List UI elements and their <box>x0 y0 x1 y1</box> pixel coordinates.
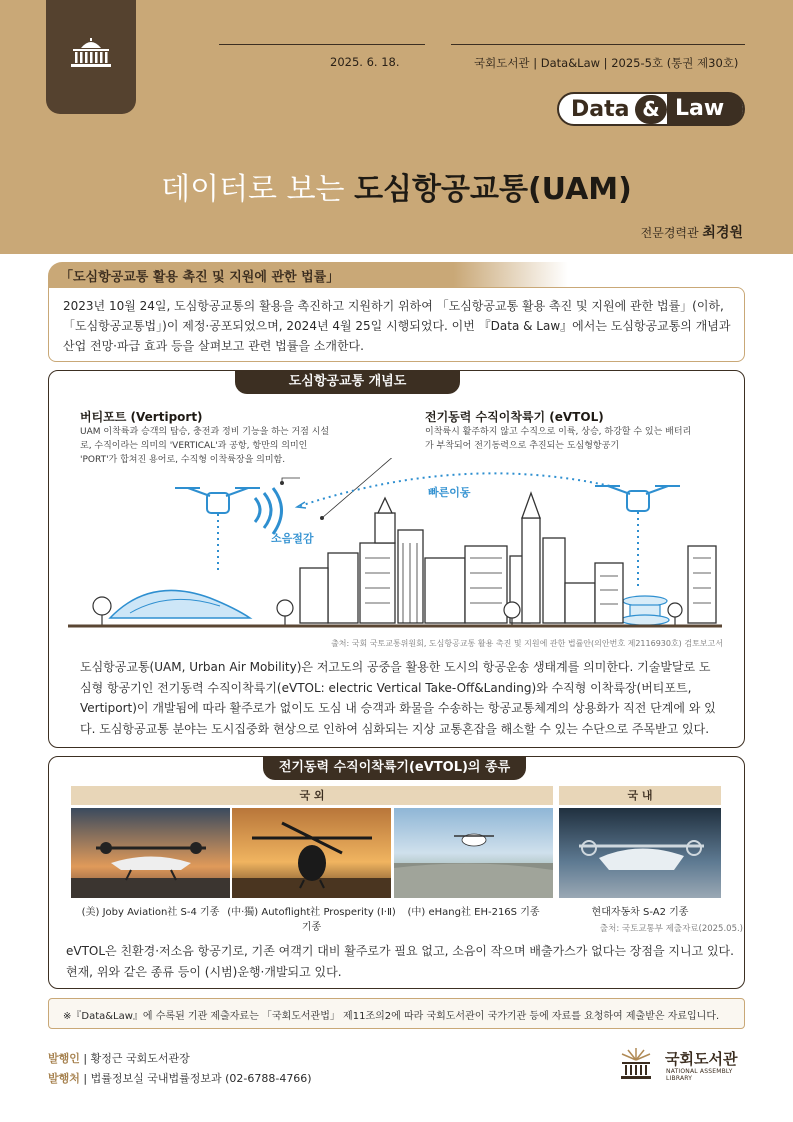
caption-hyundai: 현대자동차 S-A2 기종 <box>591 907 689 918</box>
library-emblem-icon <box>616 1046 656 1080</box>
category-domestic: 국 내 <box>559 786 721 805</box>
intro-box <box>48 287 745 362</box>
law-tab-label: 「도심항공교통 활용 촉진 및 지원에 관한 법률」 <box>60 270 340 285</box>
page-title-bold: 도심항공교통(UAM) <box>354 172 632 207</box>
author-role: 전문경력관 <box>640 226 703 240</box>
category-foreign: 국 외 <box>71 786 553 805</box>
library-name-kr: 국회도서관 <box>665 1050 738 1068</box>
library-logo <box>616 1046 746 1082</box>
badge-law: Law <box>667 92 743 126</box>
types-source: 출처: 국토교통부 제출자료(2025.05.) <box>599 924 743 934</box>
intro-text: 2023년 10월 24일, 도심항공교통의 활용을 촉진하고 지원하기 위하여 「도심항공교통 활용 촉진 및 지원에 관한 법률」(이하, 「도심항공교통법」)이 제정·공포되었으며, 2024년 4월 25일 시행되었다. 이번 『Data & Law』에서는 도심항공교통의 개념과 산업 전망·파급 효과 등을 살펴보고 관련 법률을 소개한다. <box>63 299 731 353</box>
header-rule-left <box>219 44 425 45</box>
page-title <box>0 164 793 208</box>
author-name: 최경원 <box>702 225 743 241</box>
publisher-line <box>48 1050 190 1066</box>
photo-hyundai-sa2 <box>559 808 721 898</box>
issuer-line <box>48 1070 312 1086</box>
uam-concept-illustration <box>60 458 730 633</box>
evtol-types-title: 전기동력 수직이착륙기(eVTOL)의 종류 <box>263 756 526 780</box>
photo-joby-s4 <box>71 808 230 898</box>
assembly-logo-box <box>46 0 136 114</box>
types-body: eVTOL은 친환경·저소음 항공기로, 기존 여객기 대비 활주로가 필요 없고, 소음이 작으며 배출가스가 없다는 장점을 지니고 있다. 현재, 위와 같은 종류 등이 (시범)운행·개발되고 있다. <box>66 944 734 979</box>
concept-source: 출처: 국회 국토교통위원회, 도심항공교통 활용 촉진 및 지원에 관한 법률안(의안번호 제2116930호) 검토보고서 <box>331 639 723 648</box>
caption-autoflight: (中·獨) Autoflight社 Prosperity (Ⅰ·Ⅱ)기종 <box>227 907 396 933</box>
issue-number: 국회도서관 | Data&Law | 2025-5호 (통권 제30호) <box>474 56 739 70</box>
vertiport-desc: UAM 이착륙과 승객의 탑승, 충전과 정비 기능을 하는 거점 시설로, 수직이라는 의미의 'VERTICAL'과 공항, 항만의 의미인 'PORT'가 합쳐진 용어로, 수직형 이착륙장을 의미함. <box>80 427 330 465</box>
label-fast-travel: 빠른이동 <box>428 486 471 499</box>
data-law-badge <box>557 92 745 126</box>
label-noise-reduction: 소음절감 <box>271 532 314 545</box>
notice-text: ※『Data&Law』에 수록된 기관 제출자료는 「국회도서관법」 제11조의2에 따라 국회도서관이 국가기관 등에 자료를 요청하여 제출받은 자료입니다. <box>63 1011 720 1022</box>
page-title-light: 데이터로 보는 <box>161 172 355 207</box>
header-rule-right <box>451 44 745 45</box>
author <box>641 222 743 242</box>
caption-ehang: (中) eHang社 EH-216S 기종 <box>407 907 540 918</box>
publisher-value: | 황정근 국회도서관장 <box>79 1052 190 1065</box>
photo-ehang-eh216s <box>394 808 553 898</box>
vertiport-title: 버티포트 (Vertiport) <box>80 410 203 424</box>
header-band <box>0 0 793 254</box>
evtol-desc: 이착륙시 활주하지 않고 수직으로 이륙, 상승, 하강할 수 있는 배터리가 부착되어 전기동력으로 추진되는 도심형항공기 <box>425 427 692 451</box>
badge-data: Data <box>571 97 630 122</box>
issuer-value: | 법률정보실 국내법률정보과 (02-6788-4766) <box>79 1072 312 1085</box>
issuer-label: 발행처 <box>48 1072 80 1085</box>
photo-autoflight-prosperity <box>232 808 391 898</box>
assembly-building-icon <box>67 38 115 68</box>
concept-body: 도심항공교통(UAM, Urban Air Mobility)은 저고도의 공중을 활용한 도시의 항공운송 생태계를 의미한다. 기술발달로 도심형 항공기인 전기동력 수직이착륙기(eVTOL: electric Vertical Take-Off&Landing)와 수직형 이착륙장(버티포트, Vertiport)이 개발됨에 따라 활주로가 없이도 도심 내 승객과 화물을 수송하는 항공교통체계의 상용화가 직전 단계에 와 있다. 도심항공교통 분야는 도시집중화 현상으로 인하여 심화되는 지상 교통혼잡을 해소할 수 있는 수단으로 주목받고 있다. <box>80 660 716 736</box>
law-tab <box>48 262 568 288</box>
vertiport-icon <box>621 596 669 625</box>
evtol-title: 전기동력 수직이착륙기 (eVTOL) <box>425 410 604 424</box>
notice-box <box>48 998 745 1029</box>
badge-amp: & <box>635 95 667 124</box>
caption-joby: (美) Joby Aviation社 S-4 기종 <box>81 907 220 918</box>
library-name-en: NATIONAL ASSEMBLY LIBRARY <box>666 1068 733 1082</box>
publisher-label: 발행인 <box>48 1052 80 1065</box>
evtol-drone-left <box>175 488 260 573</box>
issue-date: 2025. 6. 18. <box>330 55 400 69</box>
concept-section-title: 도심항공교통 개념도 <box>235 370 460 394</box>
